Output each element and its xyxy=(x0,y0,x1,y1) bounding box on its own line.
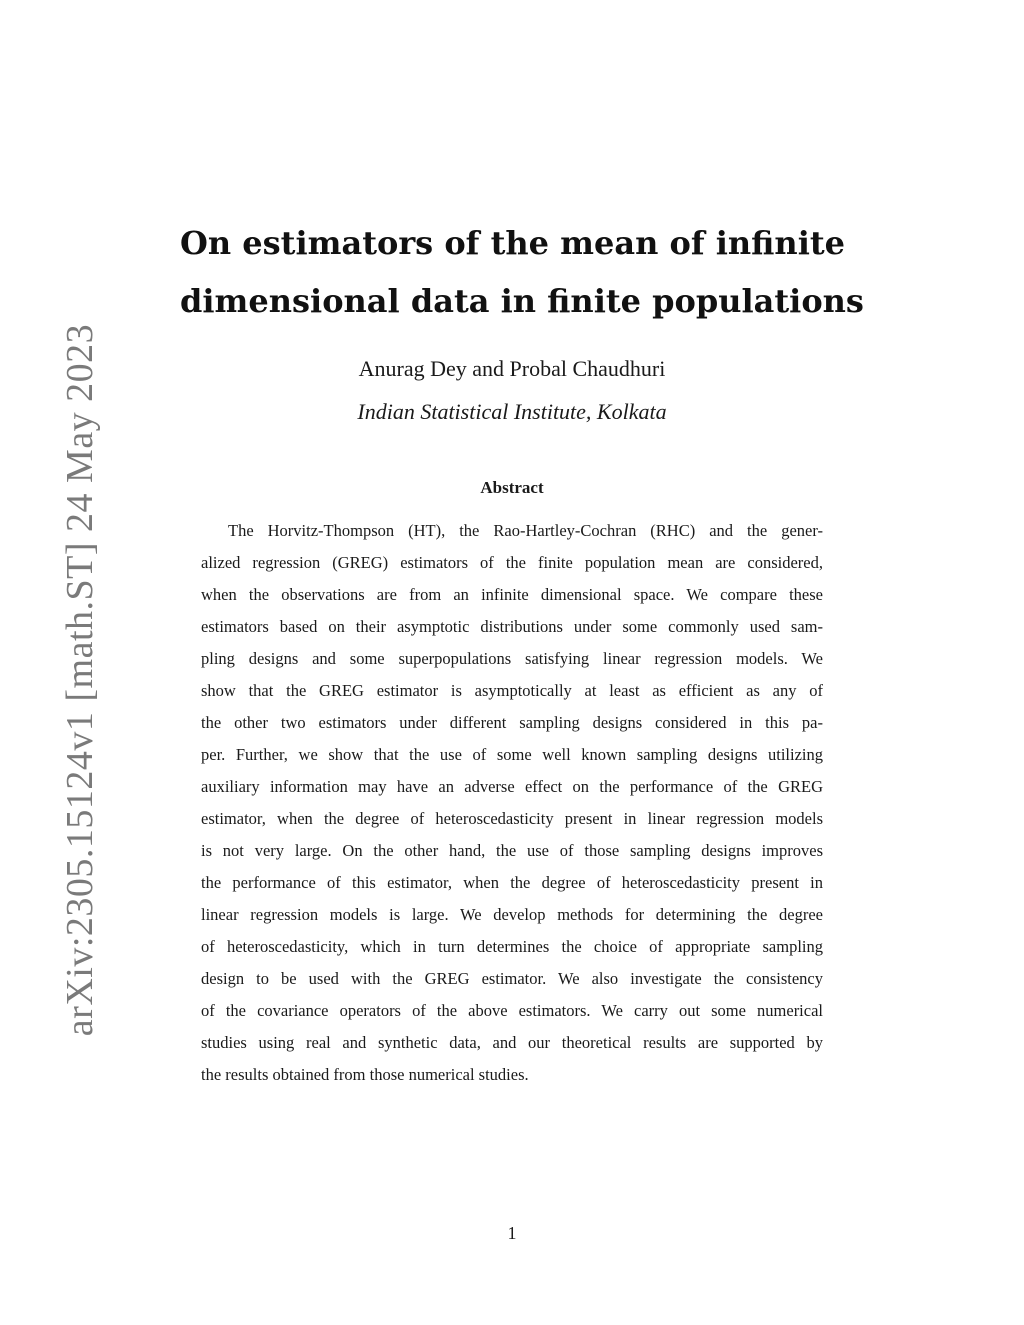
abstract-line: the performance of this estimator, when the degree of heteroscedasticity present in xyxy=(201,873,823,892)
arxiv-identifier-stamp: arXiv:2305.15124v1 [math.ST] 24 May 2023 xyxy=(59,323,101,1037)
abstract-line: estimators based on their asymptotic distributions under some commonly used sam- xyxy=(201,617,823,636)
abstract-line: alized regression (GREG) estimators of the finite population mean are considered, xyxy=(201,553,823,572)
paper-title xyxy=(180,214,864,330)
authors: Anurag Dey and Probal Chaudhuri xyxy=(358,356,666,381)
abstract-line: design to be used with the GREG estimator. We also investigate the consistency xyxy=(201,969,823,988)
abstract-line: of heteroscedasticity, which in turn determines the choice of appropriate sampling xyxy=(201,937,823,956)
abstract-heading: Abstract xyxy=(480,478,544,497)
abstract-body xyxy=(201,515,823,1091)
abstract-line: the results obtained from those numerical studies. xyxy=(201,1065,529,1084)
abstract-line: per. Further, we show that the use of some well known sampling designs utilizing xyxy=(201,745,823,764)
abstract-line: pling designs and some superpopulations satisfying linear regression models. We xyxy=(201,649,823,668)
affiliation: Indian Statistical Institute, Kolkata xyxy=(357,399,667,424)
abstract-line: of the covariance operators of the above estimators. We carry out some numerical xyxy=(201,1001,823,1020)
abstract-line: linear regression models is large. We develop methods for determining the degree xyxy=(201,905,823,924)
title-line: On estimators of the mean of infinite xyxy=(180,224,845,262)
abstract-line: auxiliary information may have an adverse effect on the performance of the GREG xyxy=(201,777,823,796)
abstract-line: show that the GREG estimator is asymptotically at least as efficient as any of xyxy=(201,681,823,700)
abstract-line: is not very large. On the other hand, the use of those sampling designs improves xyxy=(201,841,823,860)
abstract-line: when the observations are from an infinite dimensional space. We compare these xyxy=(201,585,823,604)
abstract-line: the other two estimators under different sampling designs considered in this pa- xyxy=(201,713,823,732)
page-number: 1 xyxy=(507,1223,517,1243)
abstract-line: estimator, when the degree of heteroscedasticity present in linear regression models xyxy=(201,809,823,828)
abstract-line: The Horvitz-Thompson (HT), the Rao-Hartley-Cochran (RHC) and the gener- xyxy=(228,521,823,540)
title-line: dimensional data in finite populations xyxy=(180,282,864,320)
abstract-line: studies using real and synthetic data, and our theoretical results are supported by xyxy=(201,1033,823,1052)
